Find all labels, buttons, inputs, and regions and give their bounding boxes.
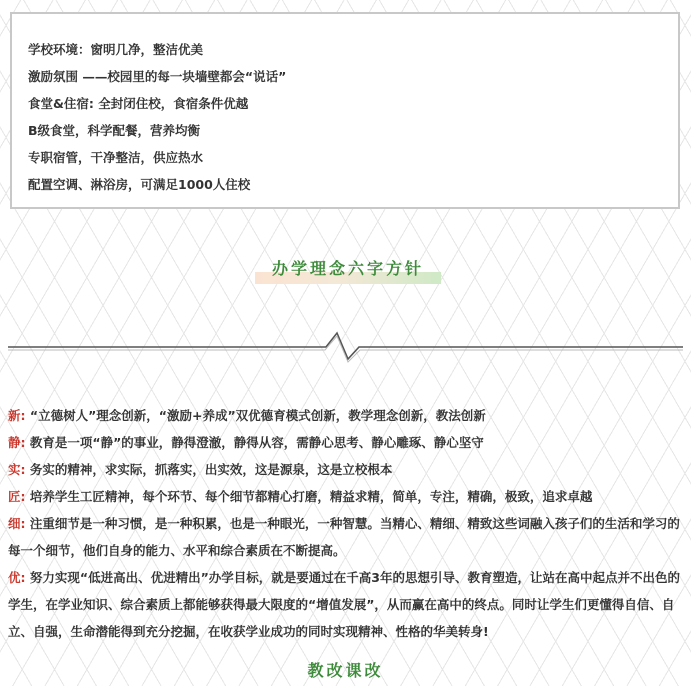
principle-text: 教育是一项“静”的事业，静得澄澈，静得从容，需静心思考、静心雕琢、静心坚守	[25, 435, 484, 450]
principles-section	[8, 402, 688, 645]
facility-line: 配置空调、淋浴房，可满足1000人住校	[28, 177, 251, 192]
facility-line: 学校环境：窗明几净，整洁优美	[28, 42, 204, 57]
principle-item	[8, 510, 688, 564]
reform-heading: 教改课改	[307, 661, 384, 680]
principle-text: “立德树人”理念创新，“激励+养成”双优德育模式创新，教学理念创新，教法创新	[25, 408, 486, 423]
philosophy-heading-text: 办学理念六字方针	[271, 259, 424, 278]
principle-item	[8, 456, 688, 483]
principle-key: 细:	[8, 516, 26, 531]
principle-text: 注重细节是一种习惯，是一种积累，也是一种眼光，一种智慧。当精心、精细、精致这些词融入孩子们的生活和学习的每一个细节，他们自身的能力、水平和综合素质在不断提高。	[8, 516, 680, 558]
facility-line: 专职宿管，干净整洁，供应热水	[28, 150, 204, 165]
principle-text: 培养学生工匠精神，每个环节、每个细节都精心打磨，精益求精，简单，专注，精确，极致，追求卓越	[25, 489, 593, 504]
principle-key: 匠:	[8, 489, 26, 504]
principle-key: 优:	[8, 570, 26, 585]
facility-line: 食堂&住宿: 全封闭住校，食宿条件优越	[28, 96, 249, 111]
section-divider	[0, 328, 691, 364]
principle-text: 努力实现“低进高出、优进精出”办学目标，就是要通过在千高3年的思想引导、教育塑造，让站在高中起点并不出色的学生，在学业知识、综合素质上都能够获得最大限度的“增值发展”，从而赢在高中的终点。同时让学生们更懂得自信、自立、自强，生命潜能得到充分挖掘，在收获学业成功的同时实现精神、性格的华美转身!	[8, 570, 680, 639]
principle-item	[8, 483, 688, 510]
principle-item	[8, 564, 688, 645]
philosophy-heading	[255, 256, 441, 284]
principle-key: 静:	[8, 435, 26, 450]
principle-item	[8, 402, 688, 429]
facility-line: B级食堂，科学配餐，营养均衡	[28, 123, 201, 138]
principle-text: 务实的精神，求实际，抓落实，出实效，这是源泉，这是立校根本	[25, 462, 393, 477]
principle-key: 实:	[8, 462, 26, 477]
facility-line: 激励氛围 ——校园里的每一块墙壁都会“说话”	[28, 69, 287, 84]
principle-item	[8, 429, 688, 456]
facilities-box	[10, 12, 680, 209]
principle-key: 新:	[8, 408, 26, 423]
